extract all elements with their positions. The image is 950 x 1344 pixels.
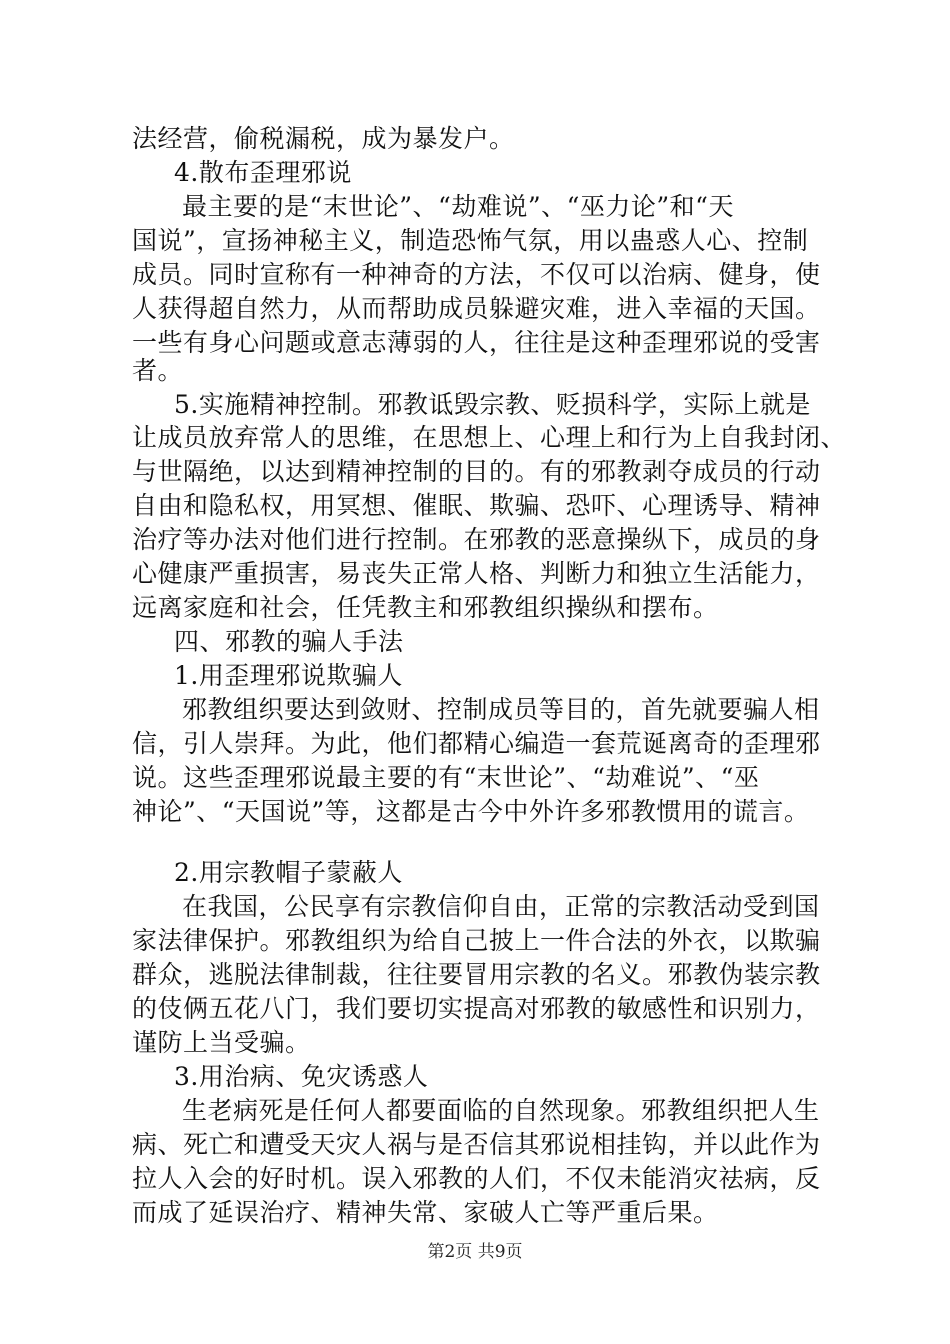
paragraph-line: 神论”、“天国说”等，这都是古今中外许多邪教惯用的谎言。: [132, 797, 810, 826]
paragraph-line: 让成员放弃常人的思维，在思想上、心理上和行为上自我封闭、: [132, 423, 847, 452]
paragraph-line: 最主要的是“末世论”、“劫难说”、“巫力论”和“天: [182, 192, 734, 221]
paragraph-line: 在我国，公民享有宗教信仰自由，正常的宗教活动受到国: [182, 892, 820, 921]
paragraph-line: 成员。同时宣称有一种神奇的方法，不仅可以治病、健身，使: [132, 260, 821, 289]
section-heading: 3.用治病、免灾诱惑人: [174, 1062, 429, 1091]
paragraph-line: 心健康严重损害，易丧失正常人格、判断力和独立生活能力，: [132, 559, 821, 588]
paragraph-line: 国说”，宣扬神秘主义，制造恐怖气氛，用以蛊惑人心、控制: [132, 226, 809, 255]
paragraph-line: 自由和隐私权，用冥想、催眠、欺骗、恐吓、心理诱导、精神: [132, 491, 821, 520]
paragraph-line: 5.实施精神控制。邪教诋毁宗教、贬损科学，实际上就是: [174, 390, 811, 419]
paragraph-line: 邪教组织要达到敛财、控制成员等目的，首先就要骗人相: [182, 695, 820, 724]
paragraph-line: 人获得超自然力，从而帮助成员躲避灾难，进入幸福的天国。: [132, 294, 821, 323]
paragraph-line: 生老病死是任何人都要面临的自然现象。邪教组织把人生: [182, 1096, 820, 1125]
paragraph-line: 法经营，偷税漏税，成为暴发户。: [132, 124, 515, 153]
paragraph-line: 说。这些歪理邪说最主要的有“末世论”、“劫难说”、“巫: [132, 763, 760, 792]
paragraph-line: 家法律保护。邪教组织为给自己披上一件合法的外衣，以欺骗: [132, 926, 821, 955]
section-heading: 四、邪教的骗人手法: [174, 627, 404, 656]
paragraph-line: 信，引人崇拜。为此，他们都精心编造一套荒诞离奇的歪理邪: [132, 729, 821, 758]
paragraph-line: 拉人入会的好时机。误入邪教的人们，不仅未能消灾祛病，反: [132, 1164, 821, 1193]
paragraph-line: 治疗等办法对他们进行控制。在邪教的恶意操纵下，成员的身: [132, 525, 821, 554]
paragraph-line: 病、死亡和遭受天灾人祸与是否信其邪说相挂钩，并以此作为: [132, 1130, 821, 1159]
paragraph-line: 而成了延误治疗、精神失常、家破人亡等严重后果。: [132, 1198, 719, 1227]
paragraph-line: 群众，逃脱法律制裁，往往要冒用宗教的名义。邪教伪装宗教: [132, 960, 821, 989]
paragraph-line: 的伎俩五花八门，我们要切实提高对邪教的敏感性和识别力，: [132, 994, 821, 1023]
section-heading: 4.散布歪理邪说: [174, 158, 352, 187]
paragraph-line: 一些有身心问题或意志薄弱的人，往往是这种歪理邪说的受害: [132, 328, 821, 357]
paragraph-line: 者。: [132, 356, 184, 385]
section-heading: 2.用宗教帽子蒙蔽人: [174, 858, 403, 887]
paragraph-line: 谨防上当受骗。: [132, 1028, 311, 1057]
section-heading: 1.用歪理邪说欺骗人: [174, 661, 403, 690]
page-number-footer: 第2页 共9页: [427, 1242, 523, 1262]
paragraph-line: 远离家庭和社会，任凭教主和邪教组织操纵和摆布。: [132, 593, 719, 622]
paragraph-line: 与世隔绝，以达到精神控制的目的。有的邪教剥夺成员的行动: [132, 457, 821, 486]
